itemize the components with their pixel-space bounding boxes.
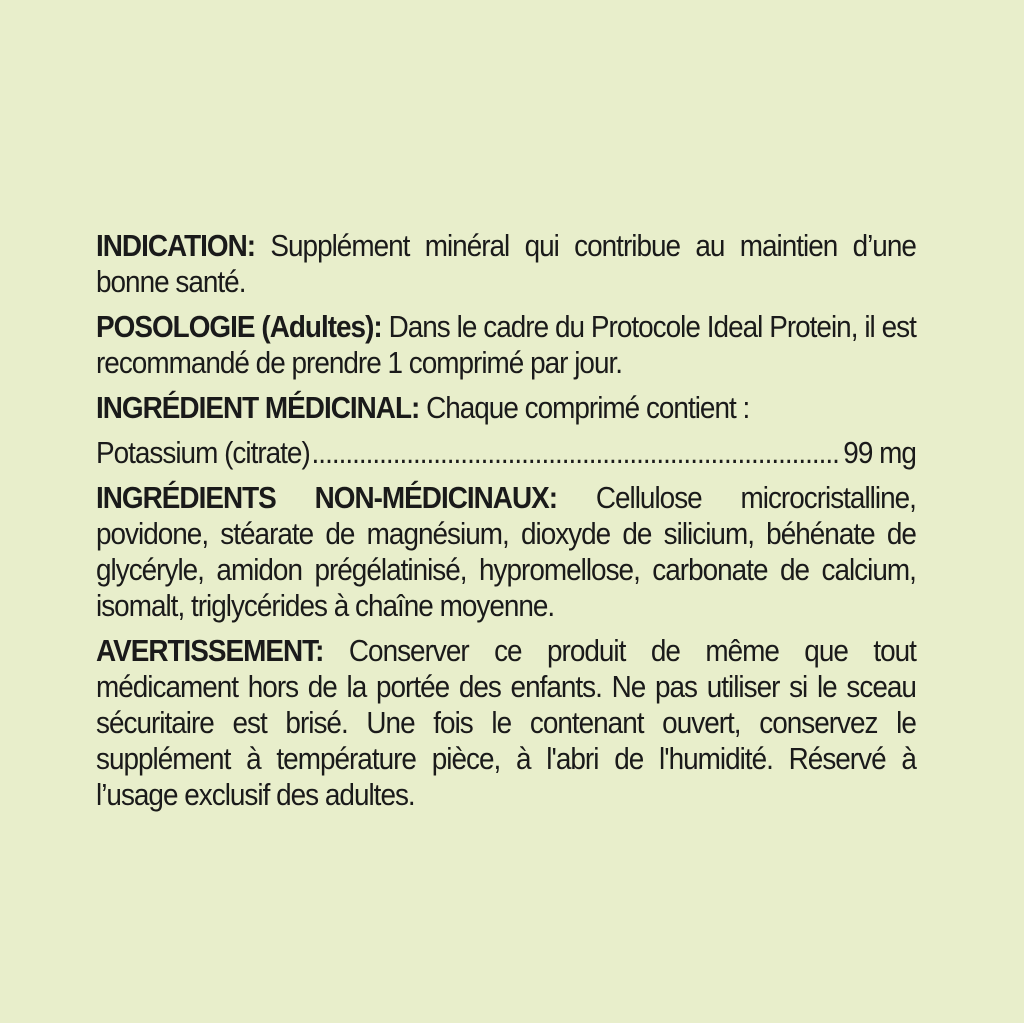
ingredient-medicinal-text: Chaque comprimé contient : [419, 390, 750, 425]
posologie-text: Dans le cadre du Protocole Ideal Protein, il est recommandé de prendre 1 comprimé par jour. [96, 309, 916, 380]
dot-leader [312, 435, 840, 471]
medicinal-ingredient-name: Potassium (citrate) [96, 435, 310, 470]
indication-text: Supplément minéral qui contribue au maintien d’une bonne santé. [96, 228, 916, 299]
ingredient-medicinal-section [96, 390, 916, 426]
warning-heading: AVERTISSEMENT: [96, 633, 324, 668]
non-medicinal-ingredients-text: Cellulose microcristalline, povidone, stéarate de magnésium, dioxyde de silicium, béhénate de glycéryle, amidon prégélatinisé, hypromellose, carbonate de calcium, isomalt, triglycérides à chaîne moyenne. [96, 480, 916, 623]
medicinal-ingredient-row [96, 435, 916, 471]
non-medicinal-ingredients-section [96, 480, 916, 624]
indication-section [96, 228, 916, 300]
posologie-section [96, 309, 916, 381]
medicinal-ingredient-amount: 99 mg [843, 435, 916, 470]
posologie-heading: POSOLOGIE (Adultes): [96, 309, 382, 344]
ingredient-medicinal-heading: INGRÉDIENT MÉDICINAL: [96, 390, 420, 425]
non-medicinal-ingredients-heading: INGRÉDIENTS NON-MÉDICINAUX: [96, 480, 558, 515]
warning-section [96, 633, 916, 813]
product-label-text [96, 228, 916, 822]
warning-text: Conserver ce produit de même que tout médicament hors de la portée des enfants. Ne pas utiliser si le sceau sécuritaire est brisé. Une fois le contenant ouvert, conservez le supplément à température pièce, à l'abri de l'humidité. Réservé à l’usage exclusif des adultes. [96, 633, 916, 812]
indication-heading: INDICATION: [96, 228, 256, 263]
